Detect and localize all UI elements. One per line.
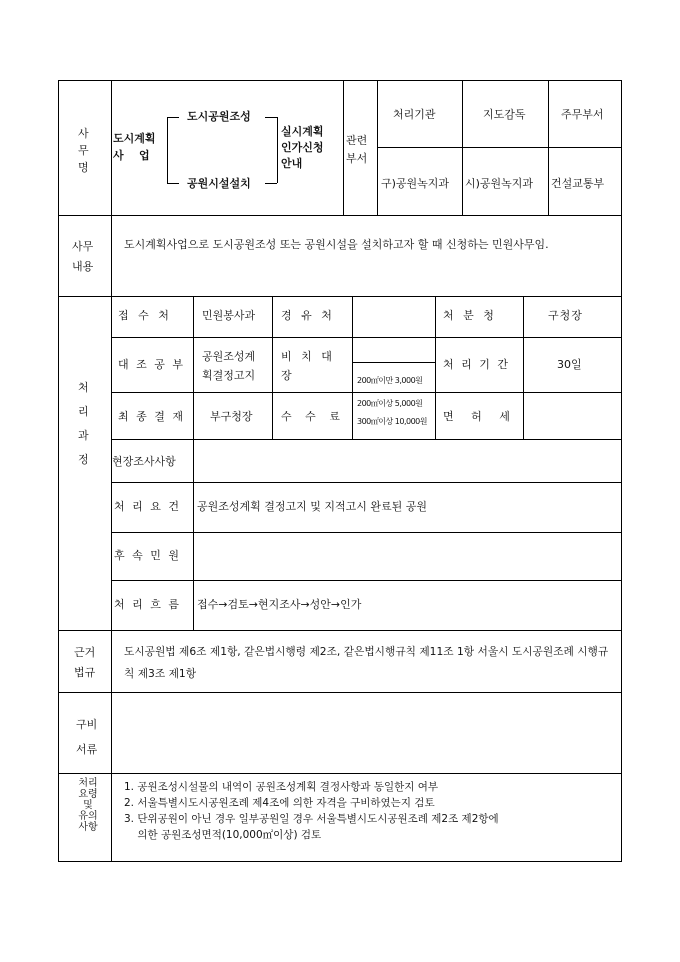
list-item: 의한 공원조성면적(10,000㎡이상) 검토	[124, 829, 322, 841]
authority-label: 처 분 청	[443, 309, 497, 322]
ledger-label: 대 조 공 부	[118, 358, 185, 371]
desc-label: 사무 내용	[72, 240, 94, 273]
notes-list	[124, 779, 499, 843]
list-item: 2. 서울특별시도시공원조례 제4조에 의한 자격을 구비하였는지 검토	[124, 797, 435, 809]
period-label: 처 리 기 간	[443, 358, 510, 371]
row-divider	[111, 482, 622, 483]
approval-value: 부구청장	[210, 410, 253, 423]
bracket-line	[167, 183, 179, 184]
bracket-line	[265, 183, 277, 184]
approval-label: 최 종 결 재	[118, 410, 185, 423]
flow-value: 접수→검토→현지조사→성안→인가	[197, 598, 362, 611]
list-item: 1. 공원조성시설물의 내역이 공원조성계획 결정사항과 동일한지 여부	[124, 781, 439, 793]
period-value: 30일	[557, 358, 582, 371]
dept-value-processing: 구)공원녹지과	[381, 177, 450, 190]
row-divider	[111, 580, 622, 581]
dept-value-supervision: 시)공원녹지과	[465, 177, 534, 190]
bracket-line	[167, 117, 168, 183]
fee-tier-1: 200㎡이만 3,000원	[357, 376, 423, 385]
column-divider	[272, 296, 273, 439]
column-divider	[435, 296, 436, 439]
column-divider	[352, 296, 353, 439]
fee-tier-2: 200㎡이상 5,000원	[357, 399, 423, 408]
page-title: 실시계획 인가신청 안내	[281, 125, 324, 170]
branch-park-creation: 도시공원조성	[187, 110, 251, 123]
notes-label: 처리 요령 및 유의 사항	[78, 778, 98, 833]
row-divider	[58, 630, 622, 631]
form-table	[58, 80, 622, 862]
row-divider	[111, 392, 622, 393]
dept-header-processing: 처리기관	[393, 108, 436, 121]
fee-label: 수 수 료	[281, 410, 345, 423]
ledger-value: 공원조성계 획결정고지	[202, 350, 256, 382]
via-label: 경 유 처	[281, 309, 335, 322]
row-divider	[58, 215, 622, 216]
authority-value: 구청장	[548, 309, 583, 322]
row-divider	[58, 296, 622, 297]
requirement-label: 처 리 요 건	[114, 500, 181, 513]
fee-tier-3: 300㎡이상 10,000원	[357, 417, 427, 426]
survey-label: 현장조사사항	[112, 455, 176, 468]
header-label: 사 무 명	[78, 127, 89, 174]
dept-header-supervision: 지도감독	[483, 108, 526, 121]
bracket-line	[277, 117, 278, 183]
related-dept-label: 관련 부서	[346, 134, 368, 165]
row-divider	[58, 692, 622, 693]
column-divider	[111, 80, 112, 862]
flow-label: 처 리 흐 름	[114, 598, 181, 611]
row-divider	[58, 773, 622, 774]
column-divider	[343, 80, 344, 215]
row-divider	[352, 362, 435, 363]
docs-label: 구비 서류	[76, 718, 98, 756]
followup-label: 후 속 민 원	[114, 549, 181, 562]
keep-ledger-label: 비 치 대 장	[281, 350, 335, 382]
row-divider	[111, 532, 622, 533]
column-divider	[523, 296, 524, 439]
row-divider	[111, 337, 622, 338]
business-category: 도시계획 사 업	[113, 132, 156, 162]
law-label: 근거 법규	[74, 646, 96, 679]
receipt-label: 접 수 처	[118, 309, 172, 322]
desc-text: 도시계획사업으로 도시공원조성 또는 공원시설을 설치하고자 할 때 신청하는 민원사무임.	[124, 238, 549, 251]
bracket-line	[265, 117, 277, 118]
bracket-line	[167, 117, 179, 118]
row-divider	[377, 147, 622, 148]
branch-facility-install: 공원시설설치	[187, 177, 251, 190]
tax-label: 면 허 세	[443, 410, 517, 423]
column-divider	[193, 296, 194, 630]
law-text: 도시공원법 제6조 제1항, 같은법시행령 제2조, 같은법시행규칙 제11조 1항 서울시 도시공원조례 시행규칙 제3조 제1항	[124, 645, 609, 680]
receipt-value: 민원봉사과	[202, 309, 256, 322]
requirement-value: 공원조성계획 결정고지 및 지적고시 완료된 공원	[197, 500, 428, 513]
row-divider	[111, 439, 622, 440]
list-item: 3. 단위공원이 아닌 경우 일부공원일 경우 서울특별시도시공원조례 제2조 제2항에	[124, 813, 499, 825]
dept-value-main: 건설교통부	[551, 177, 605, 190]
dept-header-main: 주무부서	[561, 108, 604, 121]
process-label: 처 리 과 정	[78, 381, 89, 466]
